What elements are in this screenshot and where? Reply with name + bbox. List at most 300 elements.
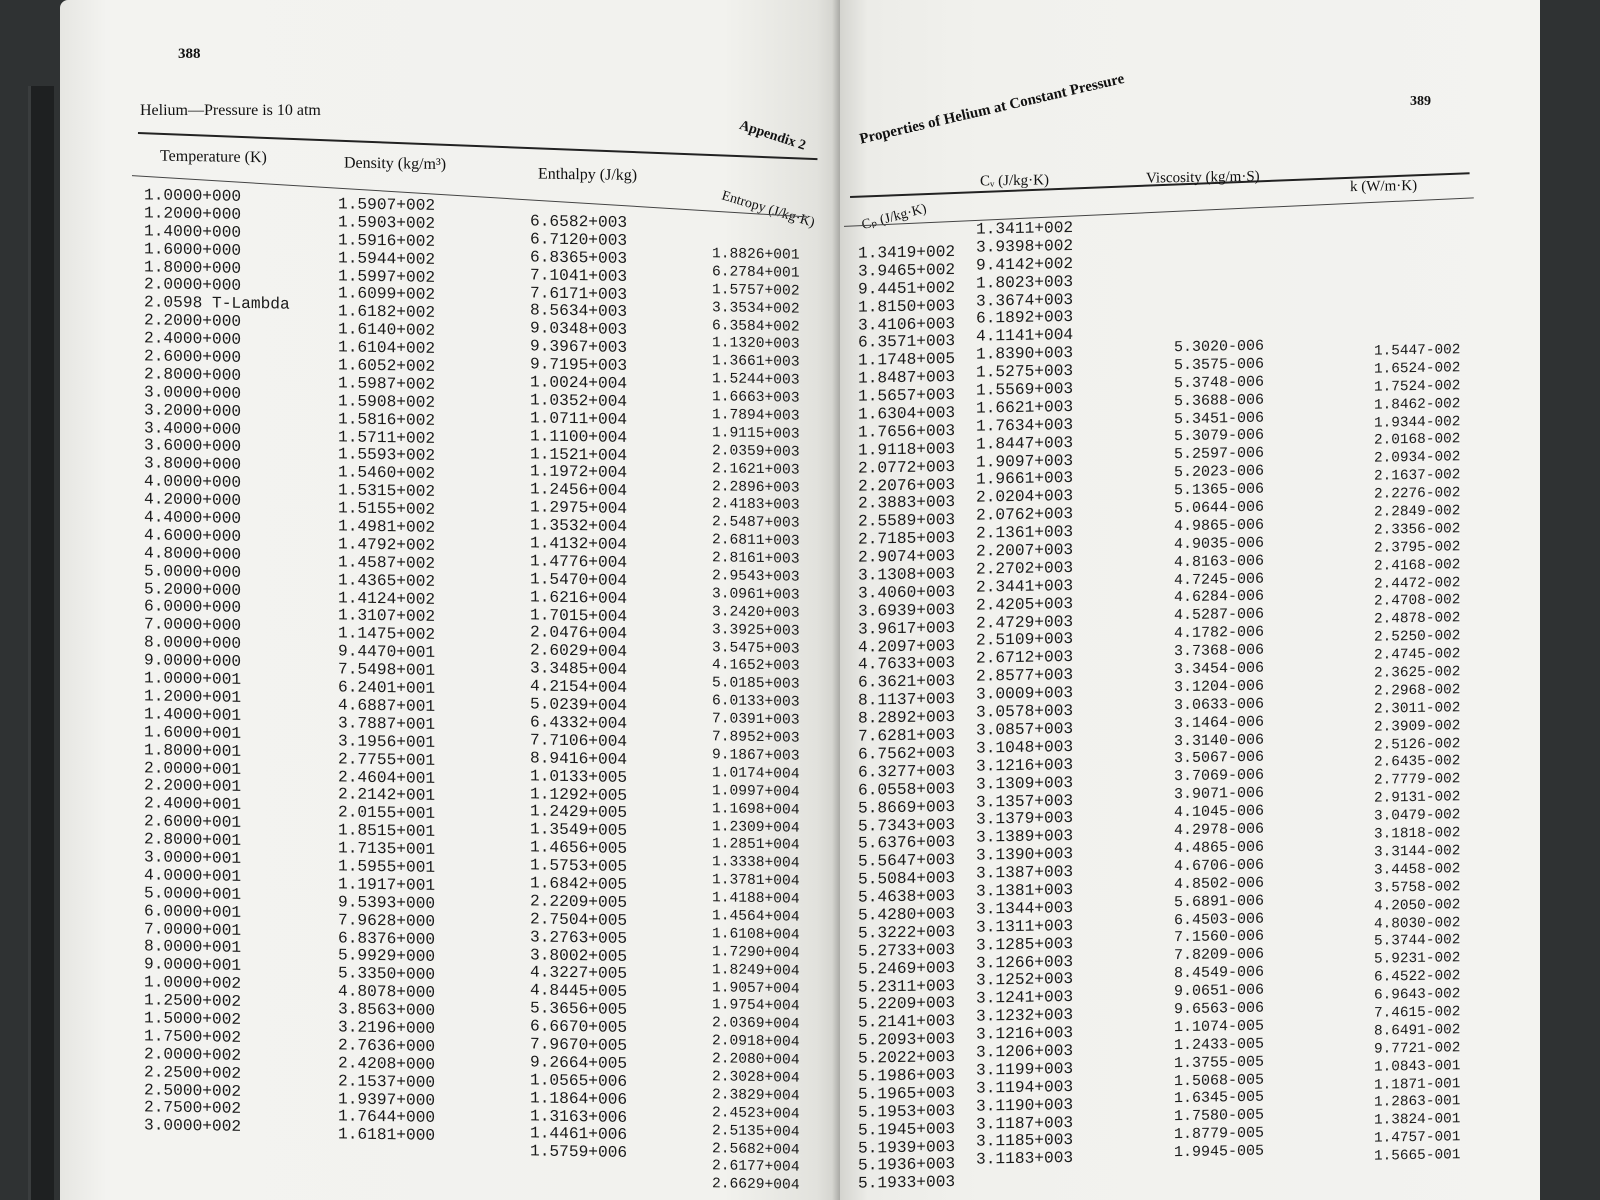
cv-cell: 6.1892+003 — [976, 308, 1074, 329]
k-cell: 2.2968-002 — [1374, 682, 1461, 700]
enthalpy-cell: 1.5753+005 — [530, 856, 628, 876]
density-cell: 4.8078+000 — [338, 982, 436, 1003]
cv-cell: 3.1194+003 — [976, 1077, 1074, 1098]
cv-column — [976, 220, 1073, 1170]
temperature-cell: 5.0000+000 — [144, 562, 242, 582]
enthalpy-cell: 1.3163+006 — [530, 1106, 628, 1127]
density-cell: 1.7644+000 — [338, 1107, 436, 1128]
entropy-cell: 2.2896+003 — [712, 478, 800, 497]
cp-cell: 5.2311+003 — [858, 976, 956, 997]
density-cell: 1.5955+001 — [338, 857, 436, 877]
cp-cell: 6.3621+003 — [858, 672, 956, 693]
cv-cell: 3.1232+003 — [976, 1006, 1074, 1026]
entropy-cell: 1.9754+004 — [712, 997, 800, 1016]
enthalpy-cell: 3.8002+005 — [530, 945, 628, 966]
cp-cell: 1.9118+003 — [858, 439, 956, 460]
entropy-cell: 4.1652+003 — [712, 657, 800, 676]
cp-cell: 5.6376+003 — [858, 833, 956, 854]
cp-cell: 5.2093+003 — [858, 1030, 956, 1050]
k-cell: 1.7524-002 — [1374, 377, 1461, 396]
density-cell: 1.8515+001 — [338, 821, 436, 842]
k-cell: 2.0168-002 — [1374, 431, 1461, 450]
viscosity-cell: 7.8209-006 — [1174, 945, 1265, 965]
cp-cell: 3.9617+003 — [858, 618, 956, 639]
enthalpy-cell: 7.7106+004 — [530, 731, 628, 751]
temperature-cell: 1.0000+001 — [144, 669, 242, 689]
header-density: Density (kg/m³) — [344, 154, 447, 174]
cp-cell: 3.1308+003 — [858, 565, 956, 585]
k-cell: 2.0934-002 — [1374, 449, 1461, 468]
density-cell: 7.9628+000 — [338, 910, 436, 931]
appendix-label: Appendix 2 — [737, 118, 808, 154]
density-cell: 1.5315+002 — [338, 481, 436, 502]
k-cell: 9.7721-002 — [1374, 1039, 1461, 1058]
cv-cell: 3.1344+003 — [976, 898, 1074, 919]
k-cell: 1.1871-001 — [1374, 1075, 1461, 1094]
viscosity-cell: 4.1782-006 — [1174, 623, 1265, 643]
cp-cell: 6.0558+003 — [858, 779, 956, 800]
entropy-cell: 1.1320+003 — [712, 335, 800, 354]
density-cell: 1.5903+002 — [338, 213, 436, 233]
header-viscosity: Viscosity (kg/m·S) — [1146, 168, 1260, 187]
density-cell: 2.0155+001 — [338, 803, 436, 824]
entropy-cell: 1.3781+004 — [712, 872, 800, 890]
k-cell: 1.3824-001 — [1374, 1111, 1461, 1129]
viscosity-cell: 3.1204-006 — [1174, 677, 1265, 697]
density-cell: 2.7755+001 — [338, 749, 436, 770]
entropy-cell: 2.3028+004 — [712, 1069, 800, 1087]
temperature-cell: 9.0000+000 — [144, 651, 242, 672]
entropy-cell: 1.4188+004 — [712, 890, 800, 908]
viscosity-cell: 3.9071-006 — [1174, 784, 1265, 804]
density-cell: 1.1917+001 — [338, 875, 436, 895]
entropy-cell: 2.5487+003 — [712, 514, 800, 532]
cv-cell: 2.0204+003 — [976, 487, 1074, 507]
temperature-cell: 2.2500+002 — [144, 1062, 242, 1083]
entropy-cell: 2.6177+004 — [712, 1158, 800, 1177]
entropy-cell: 1.4564+004 — [712, 908, 800, 926]
cp-cell: 5.1986+003 — [858, 1065, 956, 1086]
density-cell: 1.4792+002 — [338, 535, 436, 555]
cv-cell: 1.8390+003 — [976, 344, 1074, 364]
cv-cell: 3.1216+003 — [976, 755, 1074, 776]
temperature-cell: 1.5000+002 — [144, 1009, 242, 1029]
cp-cell: 9.4451+002 — [858, 278, 956, 299]
right-running-title: Properties of Helium at Constant Pressure — [858, 70, 1126, 148]
cp-cell: 5.1965+003 — [858, 1083, 956, 1104]
viscosity-cell: 1.2433-005 — [1174, 1035, 1265, 1054]
viscosity-cell: 4.9865-006 — [1174, 516, 1265, 536]
density-cell: 2.1537+000 — [338, 1072, 436, 1092]
temperature-cell: 4.2000+000 — [144, 490, 242, 510]
entropy-cell: 1.1698+004 — [712, 800, 800, 819]
cp-cell: 5.5647+003 — [858, 851, 956, 871]
cv-cell: 3.1357+003 — [976, 791, 1074, 812]
cv-cell: 2.4729+003 — [976, 612, 1074, 633]
viscosity-cell: 4.1045-006 — [1174, 802, 1265, 822]
book-cover-edge — [28, 86, 54, 1200]
cp-cell: 5.1953+003 — [858, 1101, 956, 1122]
viscosity-cell: 4.9035-006 — [1174, 534, 1265, 553]
temperature-cell: 1.4000+000 — [144, 222, 242, 242]
viscosity-cell: 5.3451-006 — [1174, 409, 1265, 428]
cp-cell: 5.2141+003 — [858, 1012, 956, 1032]
density-cell: 1.3107+002 — [338, 606, 436, 627]
cp-cell: 2.0772+003 — [858, 457, 956, 478]
temperature-cell: 7.0000+001 — [144, 919, 242, 940]
cv-cell: 2.4205+003 — [976, 594, 1074, 615]
cp-cell: 5.1936+003 — [858, 1155, 956, 1176]
density-cell: 1.5916+002 — [338, 231, 436, 251]
enthalpy-cell: 1.0565+006 — [530, 1071, 628, 1091]
temperature-cell: 2.7500+002 — [144, 1098, 242, 1119]
enthalpy-cell: 2.6029+004 — [530, 641, 628, 662]
entropy-cell: 2.0918+004 — [712, 1033, 800, 1051]
density-column — [338, 196, 435, 1146]
enthalpy-column — [530, 213, 627, 1163]
cp-cell: 4.2097+003 — [858, 636, 956, 657]
k-cell: 5.3744-002 — [1374, 932, 1461, 951]
cp-cell: 5.5084+003 — [858, 869, 956, 889]
entropy-cell: 1.5757+002 — [712, 282, 800, 300]
entropy-cell: 1.7290+004 — [712, 943, 800, 962]
k-cell: 3.1818-002 — [1374, 825, 1461, 843]
entropy-cell: 1.2851+004 — [712, 836, 800, 855]
enthalpy-cell: 1.5759+006 — [530, 1142, 628, 1163]
cv-cell: 4.1141+004 — [976, 326, 1074, 346]
viscosity-cell: 5.1365-006 — [1174, 480, 1265, 500]
enthalpy-cell: 1.1100+004 — [530, 427, 628, 447]
temperature-cell: 2.2000+000 — [144, 311, 242, 332]
cp-cell: 8.1137+003 — [858, 690, 956, 710]
viscosity-cell: 5.3020-006 — [1174, 337, 1265, 357]
k-cell: 2.3909-002 — [1374, 717, 1461, 736]
temperature-cell: 4.0000+001 — [144, 866, 242, 886]
cv-cell: 3.1285+003 — [976, 934, 1074, 955]
cv-cell: 3.1048+003 — [976, 737, 1074, 758]
k-cell: 6.9643-002 — [1374, 986, 1461, 1004]
k-cell: 1.8462-002 — [1374, 395, 1461, 414]
cv-cell: 2.0762+003 — [976, 505, 1074, 525]
k-cell: 5.9231-002 — [1374, 950, 1461, 968]
cp-cell: 2.5589+003 — [858, 511, 956, 532]
temperature-cell: 2.0000+000 — [144, 275, 242, 296]
cv-cell: 1.5275+003 — [976, 362, 1074, 382]
viscosity-cell: 5.6891-006 — [1174, 892, 1265, 911]
density-cell: 1.5997+002 — [338, 266, 436, 287]
viscosity-column — [1174, 338, 1264, 1163]
cv-cell: 2.3441+003 — [976, 576, 1074, 597]
cp-cell: 6.7562+003 — [858, 743, 956, 764]
cp-cell: 5.8669+003 — [858, 797, 956, 818]
density-cell: 1.5711+002 — [338, 427, 436, 448]
viscosity-cell: 4.8163-006 — [1174, 552, 1265, 571]
enthalpy-cell: 7.9670+005 — [530, 1035, 628, 1055]
cv-cell: 1.8447+003 — [976, 433, 1074, 454]
cv-cell: 2.5109+003 — [976, 630, 1074, 651]
enthalpy-cell: 1.2429+005 — [530, 802, 628, 823]
entropy-cell: 3.3925+003 — [712, 621, 800, 640]
density-cell: 1.5987+002 — [338, 374, 436, 394]
temperature-cell: 1.0000+002 — [144, 973, 242, 994]
temperature-cell: 1.0000+000 — [144, 186, 242, 206]
density-cell: 1.6182+002 — [338, 302, 436, 323]
cv-cell: 9.4142+002 — [976, 254, 1074, 275]
enthalpy-cell: 1.0024+004 — [530, 373, 628, 393]
enthalpy-cell: 2.0476+004 — [530, 623, 628, 644]
viscosity-cell: 1.5068-005 — [1174, 1071, 1265, 1090]
left-running-title: Helium—Pressure is 10 atm — [140, 102, 321, 119]
enthalpy-cell: 1.4461+006 — [530, 1124, 628, 1145]
enthalpy-cell: 4.2154+004 — [530, 677, 628, 698]
enthalpy-cell: 1.4776+004 — [530, 552, 628, 572]
cp-cell: 3.4106+003 — [858, 314, 956, 335]
density-cell: 3.8563+000 — [338, 1000, 436, 1020]
enthalpy-cell: 6.6582+003 — [530, 212, 628, 232]
viscosity-cell: 4.2978-006 — [1174, 820, 1265, 840]
entropy-cell: 2.4523+004 — [712, 1104, 800, 1123]
density-cell: 3.1956+001 — [338, 732, 436, 752]
enthalpy-cell: 1.3549+005 — [530, 820, 628, 841]
viscosity-cell: 3.7368-006 — [1174, 641, 1265, 661]
temperature-cell: 1.4000+001 — [144, 705, 242, 725]
left-page — [60, 0, 840, 1200]
entropy-cell: 1.6108+004 — [712, 926, 800, 944]
temperature-cell: 4.8000+000 — [144, 544, 242, 564]
entropy-cell: 1.9057+004 — [712, 979, 800, 998]
k-cell: 3.5758-002 — [1374, 878, 1461, 897]
enthalpy-cell: 3.2763+005 — [530, 928, 628, 948]
temperature-cell: 3.8000+000 — [144, 454, 242, 475]
density-cell: 2.2142+001 — [338, 785, 436, 806]
entropy-cell: 1.3661+003 — [712, 353, 800, 371]
cp-cell: 5.4638+003 — [858, 887, 956, 907]
enthalpy-cell: 6.8365+003 — [530, 248, 628, 268]
cv-cell: 3.1206+003 — [976, 1041, 1074, 1062]
density-cell: 9.4470+001 — [338, 642, 436, 663]
entropy-column — [712, 246, 800, 1196]
enthalpy-cell: 9.7195+003 — [530, 355, 628, 376]
header-cv: Cᵥ (J/kg·K) — [980, 172, 1049, 190]
enthalpy-cell: 7.1041+003 — [530, 266, 628, 286]
density-cell: 1.4365+002 — [338, 571, 436, 591]
cv-cell: 3.1389+003 — [976, 827, 1074, 847]
entropy-cell: 1.0997+004 — [712, 782, 800, 801]
left-table — [60, 0, 840, 1200]
entropy-cell: 2.3829+004 — [712, 1087, 800, 1105]
cp-cell: 2.2076+003 — [858, 475, 956, 496]
entropy-cell: 1.9115+003 — [712, 425, 800, 443]
enthalpy-cell: 1.5470+004 — [530, 570, 628, 590]
temperature-cell: 2.2000+001 — [144, 776, 242, 797]
k-cell: 2.4745-002 — [1374, 646, 1461, 664]
enthalpy-cell: 1.6842+005 — [530, 874, 628, 894]
cp-cell: 5.1933+003 — [858, 1173, 956, 1193]
header-temperature: Temperature (K) — [160, 147, 267, 167]
k-cell: 1.2863-001 — [1374, 1093, 1461, 1112]
density-cell: 7.5498+001 — [338, 660, 436, 681]
density-cell: 1.4587+002 — [338, 553, 436, 573]
temperature-cell: 1.7500+002 — [144, 1027, 242, 1047]
temperature-cell: 1.6000+000 — [144, 239, 242, 260]
cp-cell: 5.2469+003 — [858, 958, 956, 979]
density-cell: 3.2196+000 — [338, 1018, 436, 1038]
temperature-cell: 2.0000+002 — [144, 1045, 242, 1065]
entropy-cell: 2.1621+003 — [712, 460, 800, 479]
cv-cell: 3.1216+003 — [976, 1024, 1074, 1044]
temperature-cell: 2.6000+000 — [144, 347, 242, 367]
page-number-left: 388 — [178, 46, 201, 62]
enthalpy-cell: 6.4332+004 — [530, 713, 628, 733]
enthalpy-cell: 7.6171+003 — [530, 283, 628, 304]
density-cell: 1.1475+002 — [338, 624, 436, 645]
temperature-cell: 1.2000+000 — [144, 204, 242, 224]
entropy-cell: 1.2309+004 — [712, 818, 800, 837]
k-cell: 2.6435-002 — [1374, 753, 1461, 772]
entropy-cell: 3.3534+002 — [712, 299, 800, 318]
cp-cell: 2.7185+003 — [858, 529, 956, 549]
cv-cell: 2.8577+003 — [976, 666, 1074, 686]
temperature-cell: 9.0000+001 — [144, 955, 242, 976]
cp-cell: 7.6281+003 — [858, 726, 956, 746]
cp-cell: 2.9074+003 — [858, 547, 956, 567]
entropy-cell: 2.6629+004 — [712, 1176, 800, 1194]
enthalpy-cell: 1.1972+004 — [530, 462, 628, 483]
k-cell: 8.6491-002 — [1374, 1022, 1461, 1040]
enthalpy-cell: 1.1521+004 — [530, 444, 628, 465]
enthalpy-cell: 2.7504+005 — [530, 910, 628, 930]
entropy-cell: 7.0391+003 — [712, 711, 800, 729]
temperature-cell: 8.0000+000 — [144, 633, 242, 654]
temperature-cell: 2.4000+001 — [144, 794, 242, 815]
cv-cell: 3.0857+003 — [976, 719, 1074, 740]
k-cell: 2.1637-002 — [1374, 467, 1461, 485]
viscosity-cell: 5.3748-006 — [1174, 373, 1265, 392]
cv-cell: 3.1187+003 — [976, 1113, 1074, 1134]
density-cell: 1.6104+002 — [338, 338, 436, 359]
cv-cell: 1.9097+003 — [976, 451, 1074, 472]
density-cell: 2.4604+001 — [338, 767, 436, 788]
right-page — [840, 0, 1540, 1200]
cp-cell: 3.6939+003 — [858, 600, 956, 621]
cv-cell: 1.8023+003 — [976, 272, 1074, 293]
cv-cell: 3.0578+003 — [976, 701, 1074, 722]
temperature-cell: 4.0000+000 — [144, 472, 242, 493]
viscosity-cell: 5.0644-006 — [1174, 498, 1265, 518]
entropy-cell: 1.7894+003 — [712, 407, 800, 425]
viscosity-cell: 1.9945-005 — [1174, 1142, 1265, 1162]
temperature-cell: 2.5000+002 — [144, 1080, 242, 1101]
entropy-cell: 2.8161+003 — [712, 550, 800, 568]
density-cell: 2.7636+000 — [338, 1036, 436, 1056]
density-cell: 1.5460+002 — [338, 463, 436, 484]
cv-cell: 2.6712+003 — [976, 648, 1074, 669]
density-cell: 1.6052+002 — [338, 356, 436, 376]
k-column — [1374, 342, 1460, 1166]
density-cell: 1.4124+002 — [338, 588, 436, 609]
entropy-cell: 2.6811+003 — [712, 532, 800, 550]
enthalpy-cell: 3.3485+004 — [530, 659, 628, 680]
cp-cell: 4.7633+003 — [858, 654, 956, 675]
density-cell: 6.2401+001 — [338, 678, 436, 698]
cv-cell: 3.1379+003 — [976, 809, 1074, 830]
enthalpy-cell: 1.0133+005 — [530, 766, 628, 787]
enthalpy-cell: 1.2975+004 — [530, 498, 628, 519]
entropy-cell: 3.5475+003 — [712, 639, 800, 658]
entropy-cell: 6.3584+002 — [712, 317, 800, 336]
temperature-cell: 3.0000+002 — [144, 1116, 242, 1137]
cp-cell: 3.4060+003 — [858, 582, 956, 603]
cp-cell: 5.3222+003 — [858, 922, 956, 943]
k-cell: 2.4708-002 — [1374, 592, 1461, 611]
cv-cell: 2.1361+003 — [976, 523, 1074, 543]
temperature-cell: 2.4000+000 — [144, 329, 242, 349]
k-cell: 2.5126-002 — [1374, 735, 1461, 754]
viscosity-cell: 5.3575-006 — [1174, 355, 1265, 375]
cv-cell: 3.1266+003 — [976, 952, 1074, 973]
enthalpy-cell: 1.1292+005 — [530, 784, 628, 805]
density-cell: 1.5816+002 — [338, 410, 436, 430]
temperature-cell: 4.4000+000 — [144, 508, 242, 528]
k-cell: 2.3356-002 — [1374, 521, 1461, 539]
viscosity-cell: 1.6345-005 — [1174, 1089, 1265, 1108]
cp-cell: 5.1945+003 — [858, 1119, 956, 1140]
cv-cell: 1.9661+003 — [976, 469, 1074, 490]
temperature-cell: 8.0000+001 — [144, 937, 242, 958]
density-cell: 1.5908+002 — [338, 392, 436, 412]
entropy-cell: 3.2420+003 — [712, 604, 800, 622]
cp-cell: 1.8487+003 — [858, 368, 956, 388]
entropy-cell: 2.5682+004 — [712, 1140, 800, 1159]
cp-cell: 1.7656+003 — [858, 421, 956, 442]
temperature-cell: 2.8000+001 — [144, 830, 242, 850]
entropy-cell: 6.2784+001 — [712, 264, 800, 282]
entropy-cell: 5.0185+003 — [712, 675, 800, 693]
enthalpy-cell: 5.0239+004 — [530, 695, 628, 715]
temperature-cell: 3.4000+000 — [144, 418, 242, 439]
cv-cell: 3.1309+003 — [976, 773, 1074, 794]
k-cell: 2.3795-002 — [1374, 538, 1461, 557]
k-cell: 2.2276-002 — [1374, 485, 1461, 503]
k-cell: 2.7779-002 — [1374, 771, 1461, 790]
k-cell: 1.0843-001 — [1374, 1057, 1461, 1076]
k-cell: 1.4757-001 — [1374, 1129, 1461, 1147]
enthalpy-cell: 5.3656+005 — [530, 999, 628, 1020]
entropy-cell: 3.0961+003 — [712, 586, 800, 604]
viscosity-cell: 4.6284-006 — [1174, 588, 1265, 607]
enthalpy-cell: 6.7120+003 — [530, 230, 628, 250]
density-cell: 1.6181+000 — [338, 1125, 436, 1146]
cp-cell: 1.5657+003 — [858, 386, 956, 406]
temperature-cell: 1.6000+001 — [144, 723, 242, 743]
header-k: k (W/m·K) — [1350, 177, 1418, 196]
cv-cell: 3.0009+003 — [976, 684, 1074, 704]
viscosity-cell: 1.8779-005 — [1174, 1124, 1265, 1144]
k-cell: 3.3144-002 — [1374, 843, 1461, 861]
page-number-right: 389 — [1410, 94, 1431, 109]
enthalpy-cell: 8.9416+004 — [530, 749, 628, 769]
enthalpy-cell: 1.6216+004 — [530, 588, 628, 608]
enthalpy-cell: 9.0348+003 — [530, 319, 628, 340]
k-cell: 2.3011-002 — [1374, 699, 1461, 718]
density-cell: 3.7887+001 — [338, 714, 436, 734]
enthalpy-cell: 1.3532+004 — [530, 516, 628, 537]
temperature-cell: 4.6000+000 — [144, 526, 242, 546]
viscosity-cell: 4.6706-006 — [1174, 856, 1265, 875]
cv-cell: 1.7634+003 — [976, 415, 1074, 436]
viscosity-cell: 3.3454-006 — [1174, 659, 1265, 679]
density-cell: 1.5155+002 — [338, 499, 436, 520]
